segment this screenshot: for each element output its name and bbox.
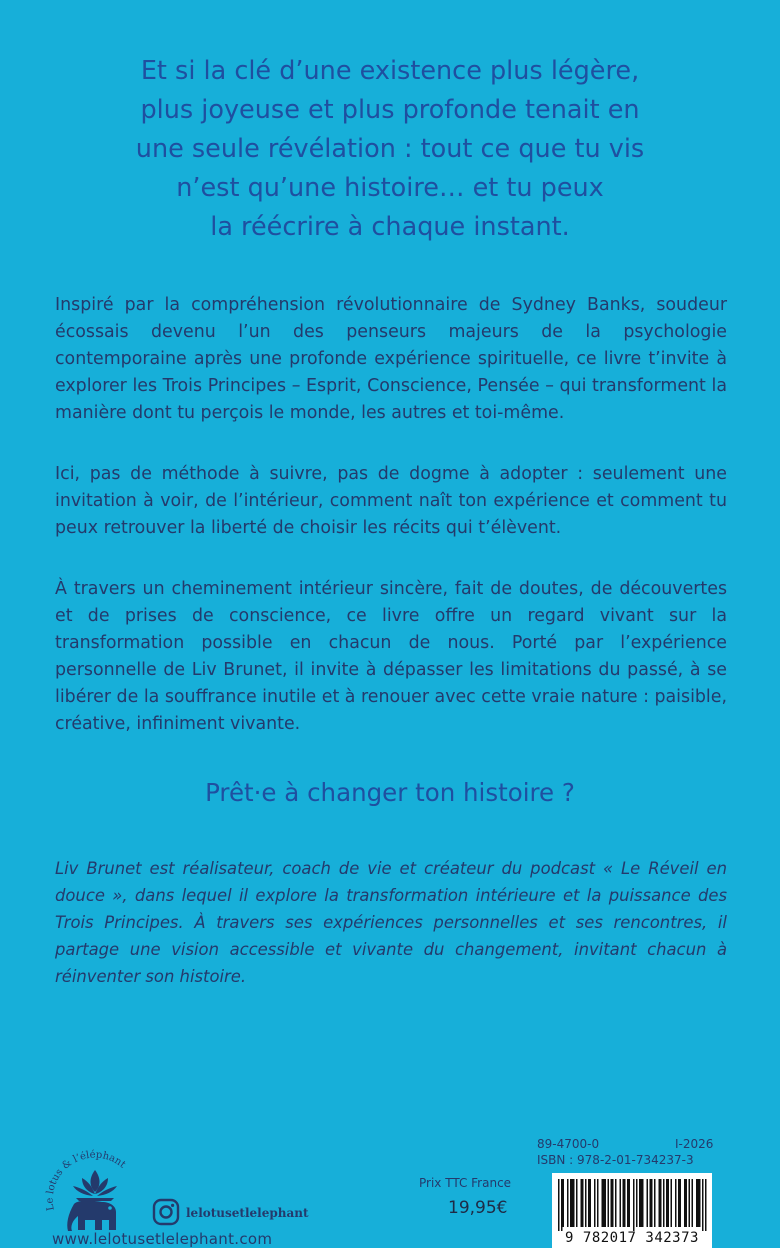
instagram-icon[interactable] <box>152 1198 180 1226</box>
edition-date: I-2026 <box>675 1137 714 1151</box>
description-paragraph: À travers un cheminement intérieur sincère, fait de doutes, de découvertes et de prises de conscience, ce livre offre un regard vivant sur la transformation possible en chacun de nous. Porté par l’expérience personnelle de Liv Brunet, il invite à dépasser les limitations du passé, à se libérer de la souffrance inutile et à renouer avec cette vraie nature : paisible, créative, infiniment vivante. <box>55 579 727 734</box>
publisher-footer <box>0 1120 780 1248</box>
barcode <box>552 1173 712 1248</box>
lotus-elephant-logo-icon <box>40 1132 150 1242</box>
description-paragraph: Inspiré par la compréhension révolutionnaire de Sydney Banks, soudeur écossais devenu l’un des penseurs majeurs de la psychologie contemporaine après une profonde expérience spirituelle, ce livre t’invite à explorer les Trois Principes – Esprit, Conscience, Pensée – qui transforment la manière dont tu perçois le monde, les autres et toi-même. <box>55 295 727 423</box>
ref-code: 89-4700-0 <box>537 1137 600 1151</box>
closing-question: Prêt·e à changer ton histoire ? <box>205 778 575 807</box>
blurb-line: plus joyeuse et plus profonde tenait en <box>140 95 640 125</box>
instagram-handle[interactable]: lelotusetlelephant <box>186 1206 309 1220</box>
blurb-line: la réécrire à chaque instant. <box>210 212 570 242</box>
price: 19,95€ <box>448 1198 508 1218</box>
barcode-icon <box>552 1175 712 1231</box>
blurb-line: Et si la clé d’une existence plus légère, <box>140 56 640 86</box>
author-bio: Liv Brunet est réalisateur, coach de vie et créateur du podcast « Le Réveil en douce », dans lequel il explore la transformation intérieure et la puissance des Trois Principes. À travers ses expériences personnelles et ses rencontres, il partage une vision accessible et vivante du changement, invitant chacun à réinventer son histoire. <box>55 859 727 986</box>
cover-blurb <box>100 52 680 247</box>
website-link[interactable]: www.lelotusetlelephant.com <box>52 1230 273 1248</box>
description-paragraph: Ici, pas de méthode à suivre, pas de dogme à adopter : seulement une invitation à voir, de l’intérieur, comment naît ton expérience et comment tu peux retrouver la liberté de choisir les récits qui t’élèvent. <box>55 464 727 538</box>
price-label: Prix TTC France <box>419 1176 512 1190</box>
logo-text: Le lotus & l’éléphant <box>44 1149 128 1212</box>
blurb-line: n’est qu’une histoire… et tu peux <box>176 173 604 203</box>
isbn: ISBN : 978-2-01-734237-3 <box>537 1153 694 1167</box>
blurb-line: une seule révélation : tout ce que tu vis <box>135 134 645 164</box>
barcode-number: 9 782017 342373 <box>565 1230 699 1246</box>
